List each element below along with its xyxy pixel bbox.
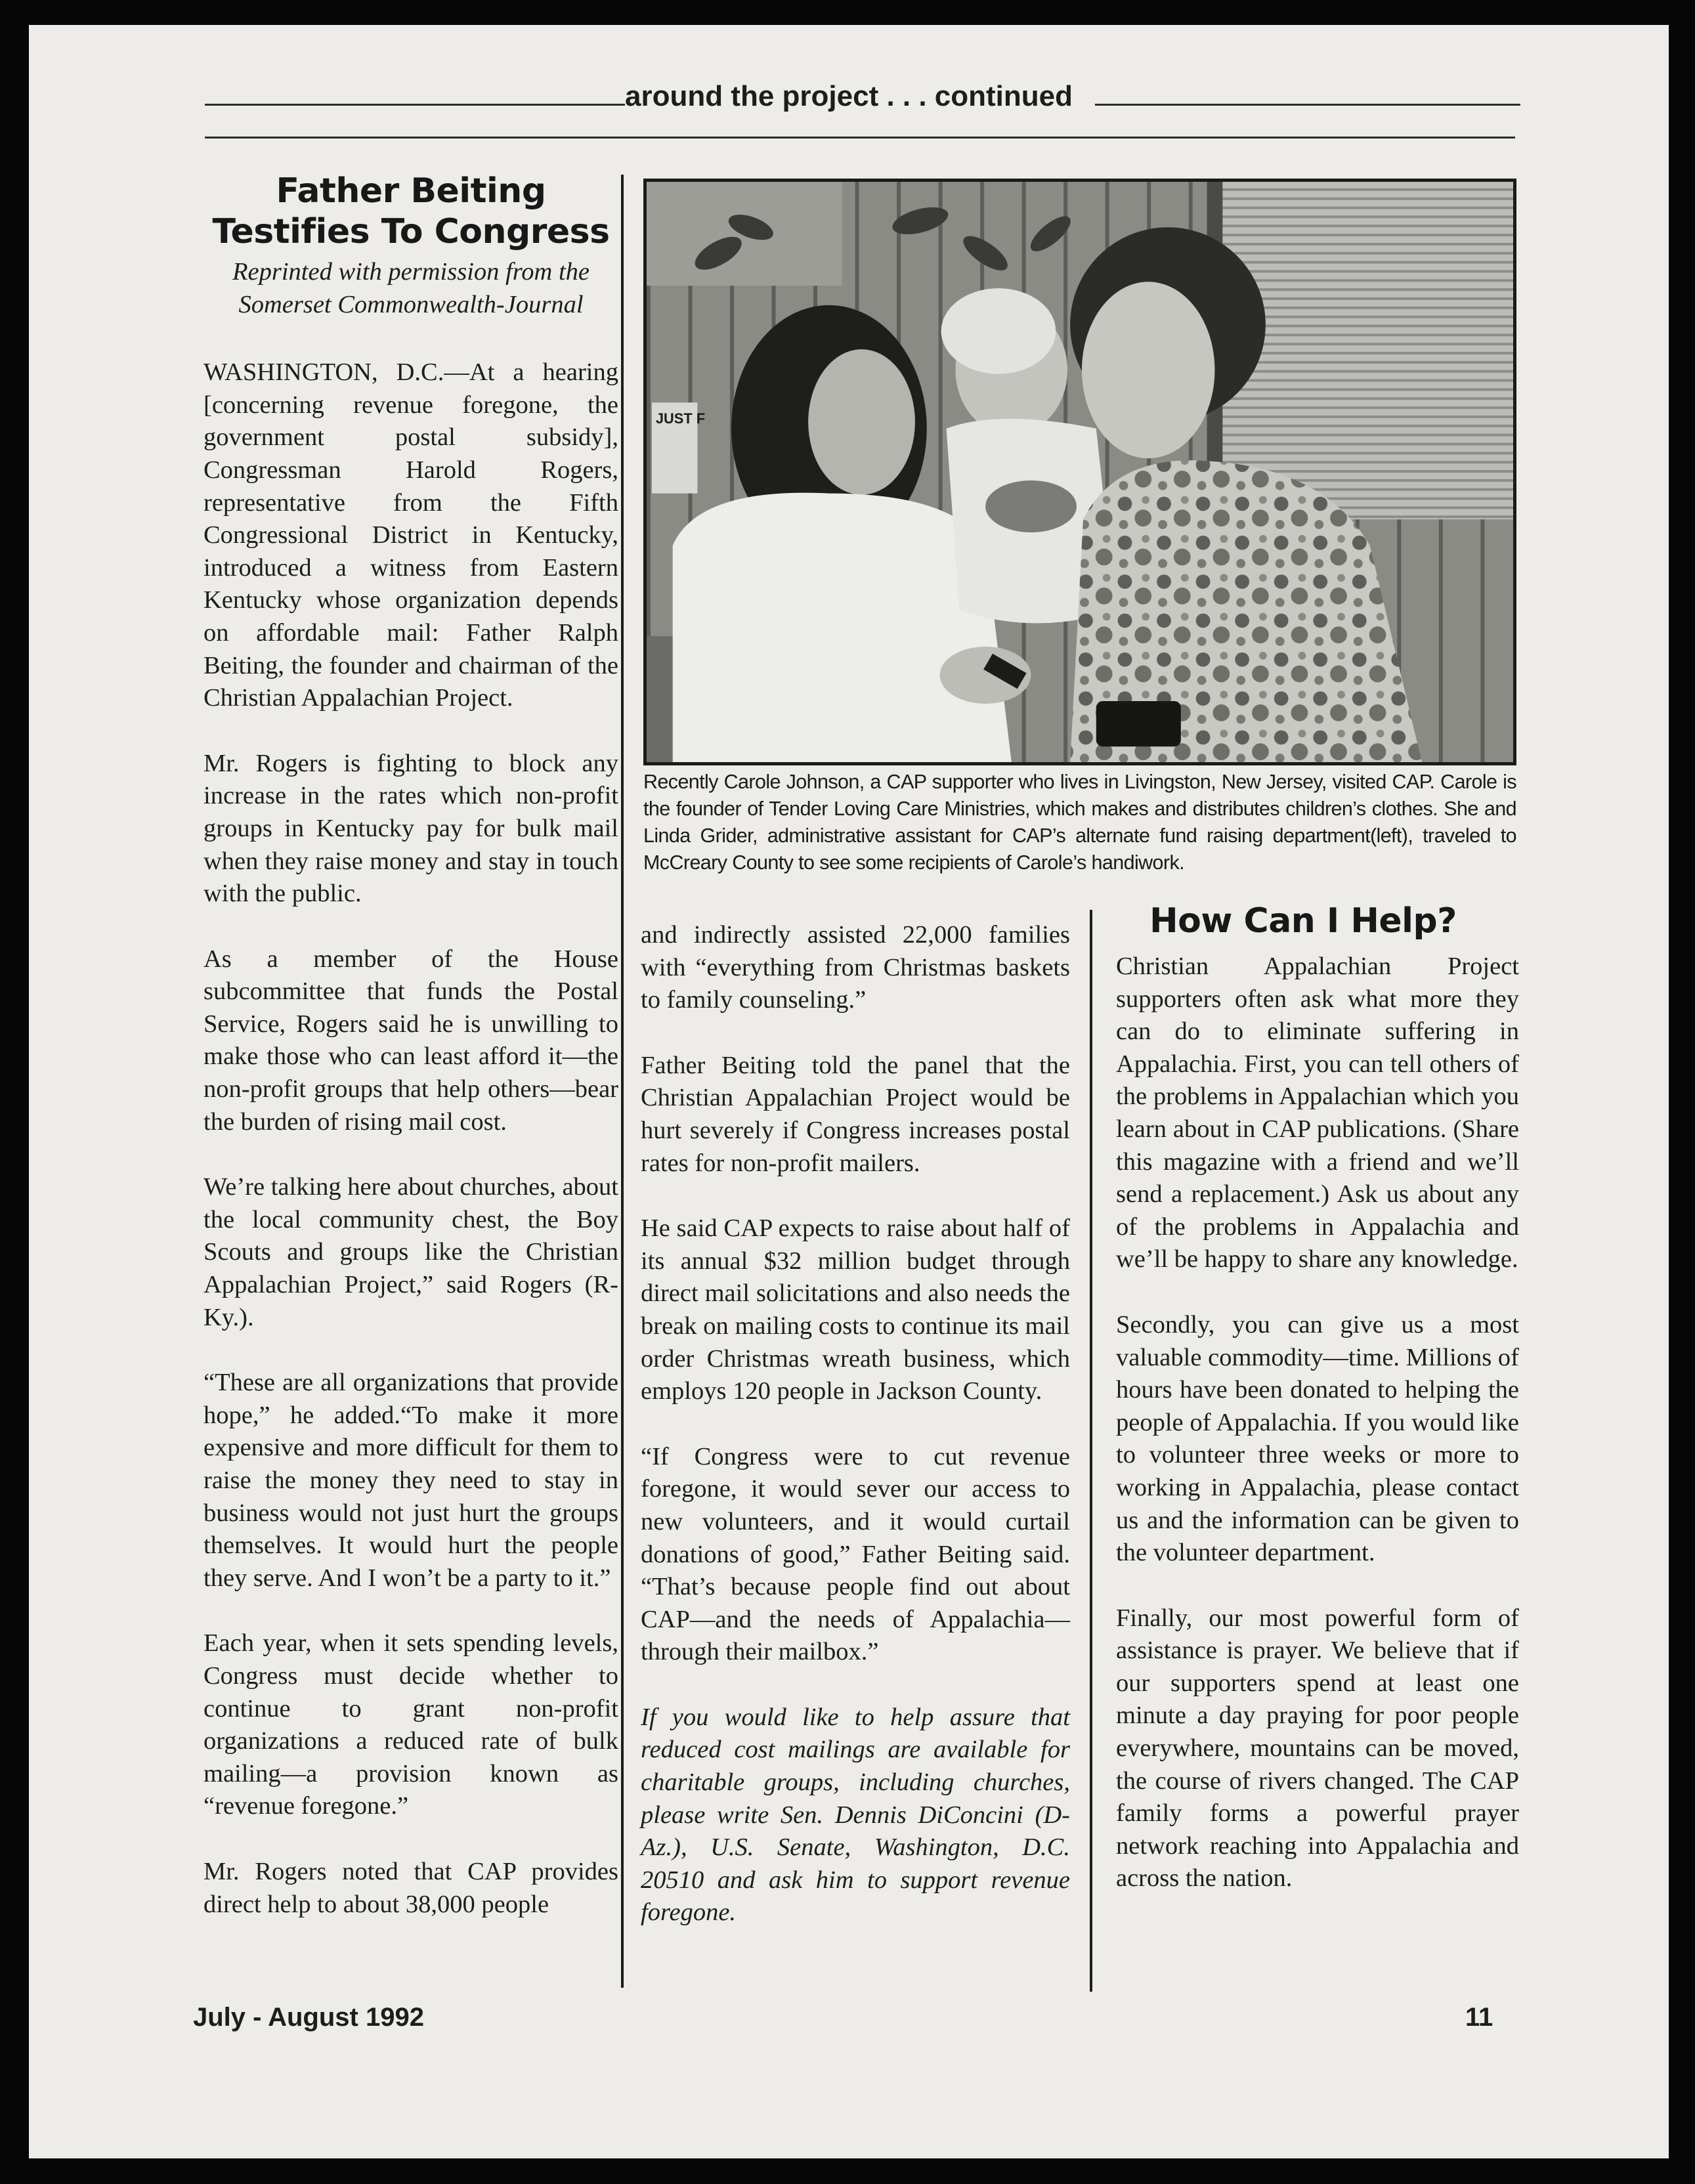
running-head: around the project . . . continued bbox=[624, 80, 1073, 112]
article-paragraph: Finally, our most powerful form of assistance is prayer. We believe that if our supporters spend at least one minute a day praying for poor people everywhere, mountains can be moved, the course of rivers changed. The CAP family forms a powerful prayer network reaching into Appalachia and across the nation. bbox=[1116, 1604, 1519, 1893]
article-column-2 bbox=[641, 919, 1070, 1929]
article-headline bbox=[204, 171, 618, 252]
issue-date: July - August 1992 bbox=[193, 2003, 424, 2032]
article-paragraph: Each year, when it sets spending levels, Congress must decide whether to continue to grant non-profit organizations a reduced rate of bulk mailing—a provision known as “revenue foregone.” bbox=[204, 1629, 618, 1820]
call-to-action: If you would like to help assure that reduced cost mailings are available for charitable groups, including churches, please write Sen. Dennis DiConcini (D-Az.), U.S. Senate, Washington, D.C. 20510 and ask him to support revenue foregone. bbox=[641, 1703, 1070, 1927]
article-paragraph: As a member of the House subcommittee that funds the Postal Service, Rogers said he is unwilling to make those who can least afford it—the non-profit groups that help others—bear the burden of rising mail cost. bbox=[204, 945, 618, 1136]
headline-line-1: Father Beiting bbox=[276, 171, 546, 211]
photo-caption: Recently Carole Johnson, a CAP supporter who lives in Livingston, New Jersey, visited CAP. Carole is the founder of Tender Loving Care Ministries, which makes and distributes children’s clothes. She and Linda Grider, administrative assistant for CAP’s alternate fund raising department(left), traveled to McCreary County to see some recipients of Carole’s handiwork. bbox=[643, 771, 1516, 874]
article-paragraph: Father Beiting told the panel that the Christian Appalachian Project would be hurt severely if Congress increases postal rates for non-profit mailers. bbox=[641, 1051, 1070, 1177]
article-paragraph: “These are all organizations that provide hope,” he added.“To make it more expensive and more difficult for them to raise the money they need to stay in business would not just hurt the groups themselves. It would hurt the people they serve. And I won’t be a party to it.” bbox=[204, 1369, 618, 1592]
article-column-1 bbox=[204, 171, 618, 1921]
article-paragraph: WASHINGTON, D.C.—At a hearing [concerning revenue foregone, the government postal subsidy], Congressman Harold Rogers, representative from the Fifth Congressional District in Kentucky, introduced a witness from Eastern Kentucky whose organization depends on affordable mail: Father Ralph Beiting, the founder and chairman of the Christian Appalachian Project. bbox=[204, 358, 618, 712]
article-paragraph: Mr. Rogers noted that CAP provides direct help to about 38,000 people bbox=[204, 1857, 618, 1918]
article-column-3 bbox=[1087, 901, 1519, 1895]
article-paragraph: Mr. Rogers is fighting to block any increase in the rates which non-profit groups in Kentucky pay for bulk mail when they raise money and stay in touch with the public. bbox=[204, 749, 618, 908]
article-paragraph: and indirectly assisted 22,000 families with “everything from Christmas baskets to family counseling.” bbox=[641, 921, 1070, 1014]
article-paragraph: Secondly, you can give us a most valuable commodity—time. Millions of hours have been donated to helping the people of Appalachia. If you would like to volunteer three weeks or more to working in Appalachia, please contact us and the information can be given to the volunteer department. bbox=[1116, 1310, 1519, 1567]
sign-text: JUST F bbox=[655, 410, 706, 427]
column-divider-1 bbox=[621, 175, 624, 1988]
photo bbox=[643, 179, 1516, 765]
photo-illustration bbox=[647, 182, 1513, 762]
headline-line-2: Testifies To Congress bbox=[212, 212, 610, 251]
article-paragraph: Christian Appalachian Project supporters often ask what more they can do to eliminate suffering in Appalachia. First, you can tell others of the problems in Appalachian which you learn about in CAP publications. (Share this magazine with a friend and we’ll send a replacement.) Ask us about any of the problems in Appalachia and we’ll be happy to share any knowledge. bbox=[1116, 953, 1519, 1274]
credit-line-2: Somerset Commonwealth-Journal bbox=[238, 290, 584, 318]
header-rule-full bbox=[205, 137, 1515, 139]
help-headline: How Can I Help? bbox=[1149, 901, 1457, 941]
reprint-credit bbox=[204, 256, 618, 321]
article-paragraph: We’re talking here about churches, about the local community chest, the Boy Scouts and groups like the Christian Appalachian Project,” said Rogers (R-Ky.). bbox=[204, 1173, 618, 1331]
article-paragraph: “If Congress were to cut revenue foregone, it would sever our access to new volunteers, and it would curtail donations of good,” Father Beiting said. “That’s because people find out about CAP—and the needs of Appalachia—through their mailbox.” bbox=[641, 1442, 1070, 1666]
page-number: 11 bbox=[1465, 2003, 1493, 2032]
magazine-page bbox=[29, 25, 1669, 2158]
article-paragraph: He said CAP expects to raise about half of its annual $32 million budget through direct mail solicitations and also needs the break on mailing costs to continue its mail order Christmas wreath business, which employs 120 people in Jackson County. bbox=[641, 1214, 1070, 1405]
credit-line-1: Reprinted with permission from the bbox=[232, 258, 590, 286]
